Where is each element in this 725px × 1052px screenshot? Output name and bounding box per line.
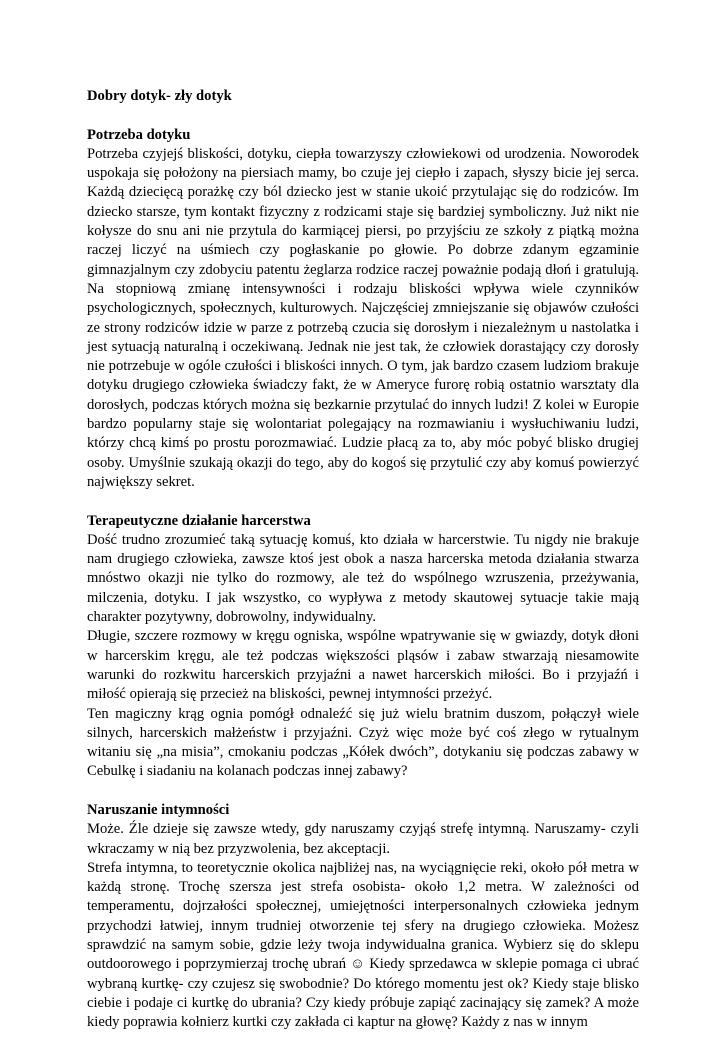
section-heading: Naruszanie intymności [87, 801, 230, 818]
section-terapeutyczne-dzialanie [87, 512, 639, 782]
paragraph: Strefa intymna, to teoretycznie okolica najbliżej nas, na wyciągnięcie reki, około pół metra w każdą stronę. Trochę szersza jest strefa osobista- około 1,2 metra. W zależności od temperamentu, dojrzałości społecznej, umiejętności interpersonalnych człowieka jednym przychodzi łatwiej, innym trudniej otworzenie tej sfery na drugiego człowieka. Możesz sprawdzić na samym sobie, gdzie leży twoja indywidualna granica. Wybierz się do sklepu outdoorowego i poprzymierzaj trochę ubrań ☺ Kiedy sprzedawca w sklepie pomaga ci ubrać wybraną kurtkę- czy czujesz się swobodnie? Do którego momentu jest ok? Kiedy staje blisko ciebie i podaje ci kurtkę do ubrania? Czy kiedy próbuje zapiąć zacinający się zamek? A może kiedy poprawia kołnierz kurtki czy zakłada ci kaptur na głowę? Każdy z nas w innym [87, 859, 639, 1031]
paragraph: Może. Źle dzieje się zawsze wtedy, gdy naruszamy czyjąś strefę intymną. Naruszamy- czyli wkraczamy w nią bez przyzwolenia, bez akceptacji. [87, 821, 639, 857]
document-page [87, 87, 639, 1052]
paragraph: Długie, szczere rozmowy w kręgu ogniska, wspólne wpatrywanie się w gwiazdy, dotyk dłoni w harcerskim kręgu, ale też podczas większości pląsów i zabaw stwarzają niesamowite warunki do rozkwitu harcerskich przyjaźni a nawet harcerskich miłości. Bo i przyjaźń i miłość opierają się przecież na bliskości, pewnej intymności przeżyć. [87, 628, 639, 703]
paragraph: Ten magiczny krąg ognia pomógł odnaleźć się już wielu bratnim duszom, połączył wiele silnych, harcerskich małżeństw i przyjaźni. Czyż więc może być coś złego w rytualnym witaniu się „na misia”, cmokaniu podczas „Kółek dwóch”, dotykaniu się podczas zabawy w Cebulkę i siadaniu na kolanach podczas innej zabawy? [87, 705, 639, 780]
paragraph: Potrzeba czyjejś bliskości, dotyku, ciepła towarzyszy człowiekowi od urodzenia. Noworodek uspokaja się położony na piersiach mamy, bo czuje jej ciepło i zapach, słyszy bicie jej serca. Każdą dziecięcą porażkę czy ból dziecko jest w stanie ukoić przytulając się do rodziców. Im dziecko starsze, tym kontakt fizyczny z rodzicami staje się bardziej symboliczny. Już nikt nie kołysze do snu ani nie przytula do karmiącej piersi, po przyjściu ze szkoły z piątką można raczej liczyć na uśmiech czy pogłaskanie po głowie. Po dobrze zdanym egzaminie gimnazjalnym czy zdobyciu patentu żeglarza rodzice raczej poważnie podają dłoń i gratulują. Na stopniową zmianę intensywności i rodzaju bliskości wpływa wiele czynników psychologicznych, społecznych, kulturowych. Najczęściej zmniejszanie się objawów czułości ze strony rodziców idzie w parze z potrzebą czucia się dorosłym i niezależnym u nastolatka i jest sytuacją naturalną i oczekiwaną. Jednak nie jest tak, że człowiek dorastający czy dorosły nie potrzebuje w ogóle czułości i bliskości innych. O tym, jak bardzo czasem ludziom brakuje dotyku drugiego człowieka świadczy fakt, że w Ameryce furorę robią ostatnio warsztaty dla dorosłych, podczas których można się bezkarnie przytulać do innych ludzi! Z kolei w Europie bardzo popularny staje się wolontariat polegający na rozmawianiu i wysłuchiwaniu ludzi, którzy chcą kimś po prostu porozmawiać. Ludzie płacą za to, aby móc pobyć blisko drugiej osoby. Umyślnie szukają okazji do tego, aby do kogoś się przytulić czy aby komuś powierzyć największy sekret. [87, 145, 639, 490]
section-heading: Potrzeba dotyku [87, 126, 191, 143]
section-naruszanie-intymnosci [87, 801, 639, 1033]
section-potrzeba-dotyku [87, 126, 639, 493]
section-heading: Terapeutyczne działanie harcerstwa [87, 512, 311, 529]
document-title: Dobry dotyk- zły dotyk [87, 88, 232, 104]
paragraph: Dość trudno zrozumieć taką sytuację komuś, kto działa w harcerstwie. Tu nigdy nie brakuje nam drugiego człowieka, zawsze ktoś jest obok a nasza harcerska metoda działania stwarza mnóstwo okazji nie tylko do rozmowy, ale też do wspólnego wzruszenia, przeżywania, milczenia, dotyku. I jak wszystko, co wypływa z metody skautowej sytuacje takie mają charakter pozytywny, dobrowolny, indywidualny. [87, 531, 639, 626]
